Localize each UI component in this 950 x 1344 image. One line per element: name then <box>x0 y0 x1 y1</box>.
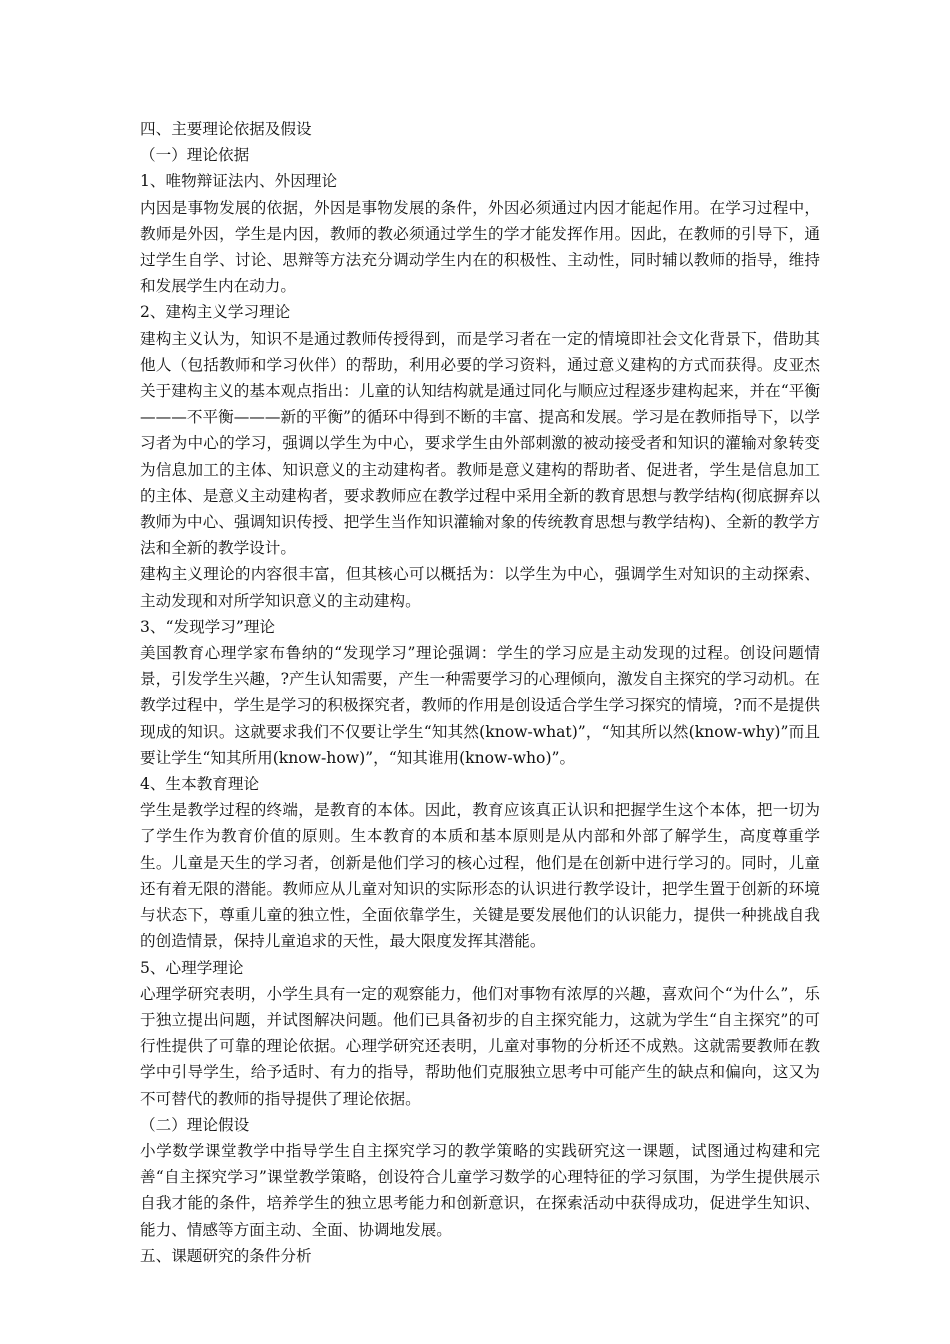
item-heading-5: 5、心理学理论 <box>140 958 244 977</box>
subsection-theory-basis: （一）理论依据 <box>140 146 250 165</box>
paragraph-3: 美国教育心理学家布鲁纳的“发现学习”理论强调：学生的学习应是主动发现的过程。创设问题情景，引发学生兴趣，?产生认知需要，产生一种需要学习的心理倾向，激发自主探究的学习动机。在教学过程中，学生是学习的积极探究者，教师的作用是创设适合学生学习探究的情境，?而不是提供现成的知识。这就要求我们不仅要让学生“知其然(know-what)”，“知其所以然(know-why)”而且要让学生“知其所用(know-how)”，“知其谁用(know-who)”。 <box>140 644 820 767</box>
subsection-theory-hypothesis: （二）理论假设 <box>140 1115 250 1134</box>
section-heading-4: 四、主要理论依据及假设 <box>140 120 312 138</box>
paragraph-4: 学生是教学过程的终端，是教育的本体。因此，教育应该真正认识和把握学生这个本体，把一切为了学生作为教育价值的原则。生本教育的本质和基本原则是从内部和外部了解学生，高度尊重学生。儿童是天生的学习者，创新是他们学习的核心过程，他们是在创新中进行学习的。同时，儿童还有着无限的潜能。教师应从儿童对知识的实际形态的认识进行教学设计，把学生置于创新的环境与状态下，尊重儿童的独立性，全面依靠学生，关键是要发展他们的认识能力，提供一种挑战自我的创造情景，保持儿童追求的天性，最大限度发挥其潜能。 <box>140 801 820 951</box>
item-heading-2: 2、建构主义学习理论 <box>140 303 291 322</box>
section-heading-5: 五、课题研究的条件分析 <box>140 1246 312 1265</box>
item-heading-3: 3、“发现学习”理论 <box>140 617 276 636</box>
item-heading-1: 1、唯物辩证法内、外因理论 <box>140 172 338 191</box>
paragraph-5: 心理学研究表明，小学生具有一定的观察能力，他们对事物有浓厚的兴趣，喜欢问个“为什么”，乐于独立提出问题，并试图解决问题。他们已具备初步的自主探究能力，这就为学生“自主探究”的可行性提供了可靠的理论依据。心理学研究还表明，儿童对事物的分析还不成熟。这就需要教师在教学中引导学生，给予适时、有力的指导，帮助他们克服独立思考中可能产生的缺点和偏向，这又为不可替代的教师的指导提供了理论依据。 <box>140 984 820 1108</box>
paragraph-1: 内因是事物发展的依据，外因是事物发展的条件，外因必须通过内因才能起作用。在学习过程中，教师是外因，学生是内因，教师的教必须通过学生的学才能发挥作用。因此，在教师的引导下，通过学生自学、讨论、思辩等方法充分调动学生内在的积极性、主动性，同时辅以教师的指导，维持和发展学生内在动力。 <box>140 198 820 296</box>
paragraph-6: 小学数学课堂教学中指导学生自主探究学习的教学策略的实践研究这一课题，试图通过构建和完善“自主探究学习”课堂教学策略，创设符合儿童学习数学的心理特征的学习氛围，为学生提供展示自我才能的条件，培养学生的独立思考能力和创新意识，在探索活动中获得成功，促进学生知识、能力、情感等方面主动、全面、协调地发展。 <box>140 1141 820 1239</box>
paragraph-2b: 建构主义理论的内容很丰富，但其核心可以概括为：以学生为中心，强调学生对知识的主动探索、主动发现和对所学知识意义的主动建构。 <box>140 565 820 610</box>
paragraph-2: 建构主义认为，知识不是通过教师传授得到，而是学习者在一定的情境即社会文化背景下，借助其他人（包括教师和学习伙伴）的帮助，利用必要的学习资料，通过意义建构的方式而获得。皮亚杰关于建构主义的基本观点指出：儿童的认知结构就是通过同化与顺应过程逐步建构起来，并在“平衡———不平衡———新的平衡”的循环中得到不断的丰富、提高和发展。学习是在教师指导下，以学习者为中心的学习，强调以学生为中心，要求学生由外部刺激的被动接受者和知识的灌输对象转变为信息加工的主体、知识意义的主动建构者。教师是意义建构的帮助者、促进者，学生是信息加工的主体、是意义主动建构者，要求教师应在教学过程中采用全新的教育思想与教学结构(彻底摒弃以教师为中心、强调知识传授、把学生当作知识灌输对象的传统教育思想与教学结构)、全新的教学方法和全新的教学设计。 <box>140 329 820 558</box>
document-body <box>140 116 820 1269</box>
item-heading-4: 4、生本教育理论 <box>140 775 260 794</box>
